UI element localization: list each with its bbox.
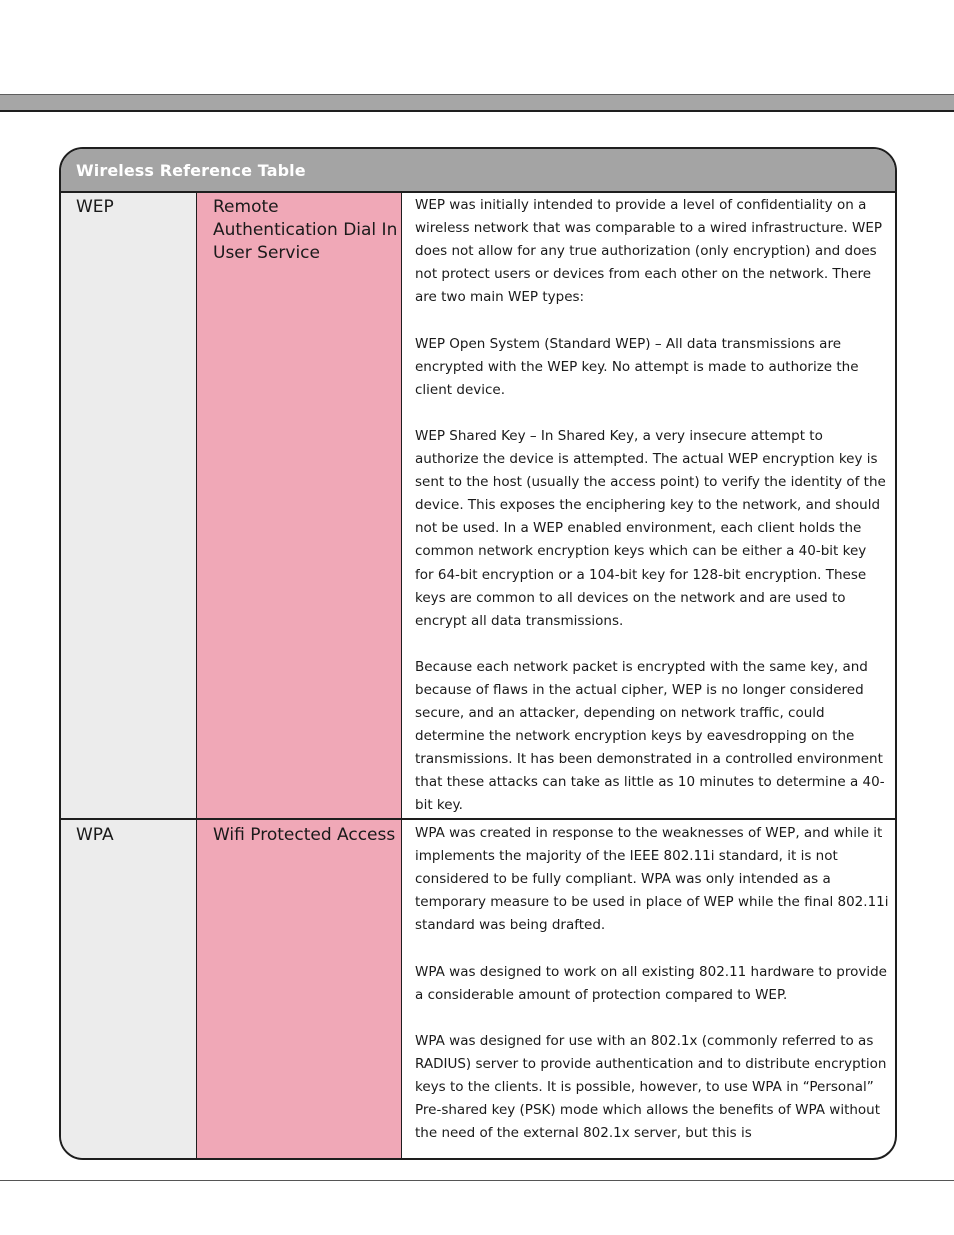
full-name-column — [197, 193, 402, 1158]
row-wep-paragraph: WEP Open System (Standard WEP) – All data transmissions are encrypted with the WEP key. No attempt is made to authorize the client device. — [415, 335, 859, 398]
row-wep-paragraph: Because each network packet is encrypted with the same key, and because of flaws in the actual cipher, WEP is no longer considered secure, and an attacker, depending on network traffic, could determine the network encryption keys by eavesdropping on the transmissions. It has been demonstrated in a controlled environment that these attacks can take as little as 10 minutes to determine a 40-bit key. — [415, 658, 885, 814]
row-wpa-paragraph: WPA was designed for use with an 802.1x (commonly referred to as RADIUS) server to provide authentication and to distribute encryption keys to the clients. It is possible, however, to use WPA in “Personal” Pre-shared key (PSK) mode which allows the benefits of WPA without the need of the external 802.1x server, but this is — [415, 1032, 887, 1142]
row-wpa-paragraph: WPA was created in response to the weaknesses of WEP, and while it implements the majority of the IEEE 802.11i standard, it is not considered to be fully compliant. WPA was only intended as a temporary measure to be used in place of WEP while the final 802.11i standard was being drafted. — [415, 825, 889, 934]
row-wpa-paragraph: WPA was designed to work on all existing 802.11 hardware to provide a considerable amount of protection compared to WEP. — [415, 963, 887, 1003]
wireless-reference-table — [59, 147, 897, 1160]
row-wep-description — [415, 194, 889, 818]
row-wep-paragraph: WEP was initially intended to provide a level of confidentiality on a wireless network that was comparable to a wired infrastructure. WEP does not allow for any true authorization (only encryption) and does not protect users or devices from each other on the network. There are two main WEP types: — [415, 197, 883, 306]
row-wpa-full-name: Wifi Protected Access — [213, 825, 396, 845]
row-wep-term: WEP — [76, 197, 114, 217]
header-band — [0, 94, 954, 112]
row-wep-full-name: Remote Authentication Dial In User Service — [213, 197, 398, 263]
row-wpa-description — [415, 822, 889, 1145]
row-wpa-term: WPA — [76, 825, 114, 845]
table-header — [61, 149, 895, 193]
table-title: Wireless Reference Table — [76, 161, 306, 180]
row-wep-paragraph: WEP Shared Key – In Shared Key, a very insecure attempt to authorize the device is attempted. The actual WEP encryption key is sent to the host (usually the access point) to verify the identity of the device. This exposes the enciphering key to the network, and should not be used. In a WEP enabled environment, each client holds the common network encryption keys which can be either a 40-bit key for 64-bit encryption or a 104-bit key for 128-bit encryption. These keys are common to all devices on the network and are used to encrypt all data transmissions. — [415, 427, 886, 629]
footer-rule — [0, 1180, 954, 1181]
row-divider — [61, 818, 895, 820]
term-column — [61, 193, 197, 1158]
